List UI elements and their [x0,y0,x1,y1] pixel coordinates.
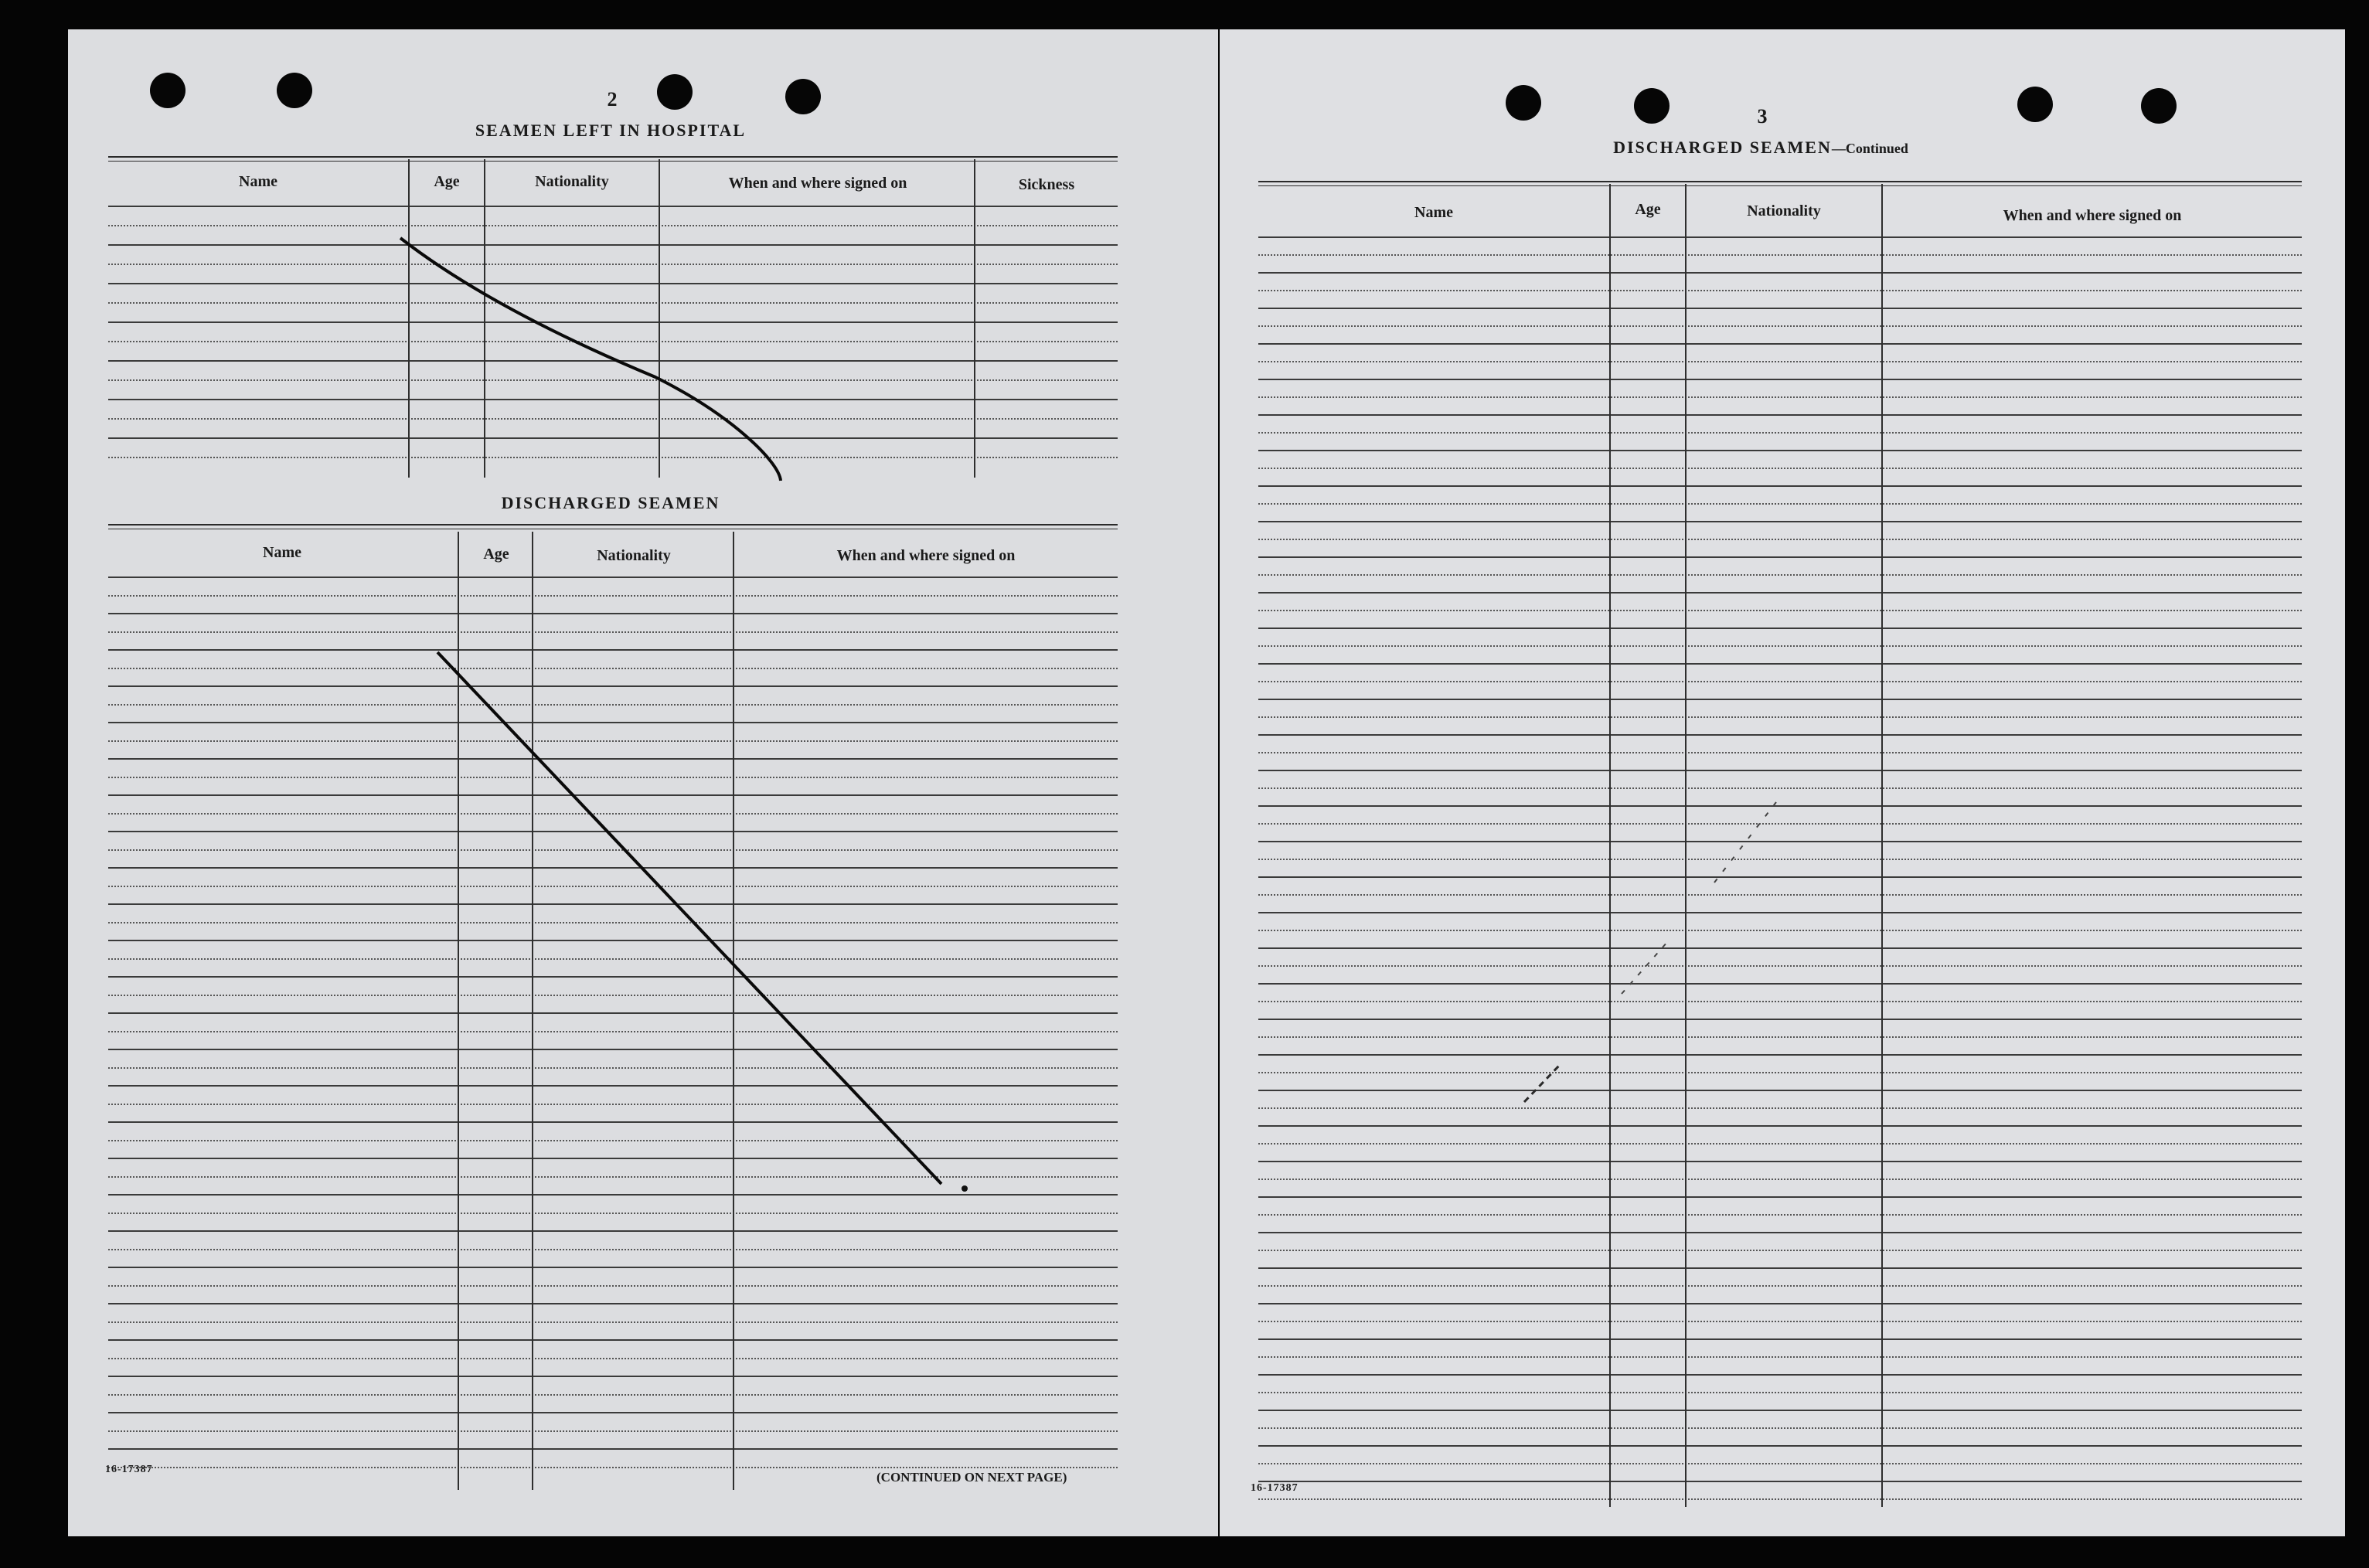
dotted-row-line [108,1176,1118,1178]
table-top-rule [1258,181,2302,182]
ruled-row-line [108,722,1118,723]
ruled-row-line [1258,1054,2302,1056]
dotted-row-line [108,225,1118,226]
dotted-row-line [108,1467,1118,1468]
punch-hole [1634,88,1670,124]
ruled-row-line [1258,1125,2302,1127]
column-divider [659,159,660,478]
ruled-row-line [1258,1196,2302,1198]
ruled-row-line [1258,1481,2302,1482]
dotted-row-line [108,1358,1118,1359]
punch-hole [277,73,312,108]
left-page [68,29,1218,1536]
ruled-row-line [1258,414,2302,416]
page-number: 3 [1757,105,1768,128]
ruled-row-line [1258,521,2302,522]
dotted-row-line [108,379,1118,381]
table-top-rule [1258,185,2302,186]
ruled-row-line [1258,485,2302,487]
col-header-age: Age [434,173,460,190]
ruled-row-line [1258,272,2302,274]
dotted-row-line [108,995,1118,996]
ruled-row-line [108,321,1118,323]
hospital-section-title: SEAMEN LEFT IN HOSPITAL [475,121,747,140]
col-header-name: Name [1414,204,1453,221]
dotted-row-line [1258,787,2302,789]
ruled-row-line [1258,343,2302,345]
dotted-row-line [1258,894,2302,896]
ruled-row-line [108,1448,1118,1450]
pen-strike-hospital [400,238,781,481]
ruled-row-line [108,867,1118,869]
dotted-row-line [108,704,1118,706]
ruled-row-line [1258,805,2302,807]
punch-hole [2141,88,2177,124]
dotted-row-line [1258,610,2302,611]
dotted-row-line [108,958,1118,960]
dotted-row-line [1258,1392,2302,1393]
faint-strike-segment [1524,1065,1560,1102]
dotted-row-line [108,1031,1118,1032]
dotted-row-line [1258,1498,2302,1500]
ruled-row-line [1258,1374,2302,1376]
dotted-row-line [108,886,1118,887]
ruled-row-line [108,976,1118,978]
ruled-row-line [108,244,1118,246]
dotted-row-line [1258,503,2302,505]
ruled-row-line [1258,1303,2302,1304]
column-divider [733,532,734,1490]
table-top-rule [108,524,1118,526]
page-number: 2 [607,88,618,111]
dotted-row-line [108,1213,1118,1214]
dotted-row-line [1258,1285,2302,1287]
ruled-row-line [108,1085,1118,1087]
punch-hole [150,73,186,108]
dotted-row-line [108,1249,1118,1250]
dotted-row-line [108,922,1118,923]
dotted-row-line [108,595,1118,597]
ruled-row-line [1258,841,2302,842]
dotted-row-line [108,1285,1118,1287]
ruled-row-line [1258,1445,2302,1447]
ruled-row-line [1258,592,2302,594]
ruled-row-line [108,685,1118,687]
dotted-row-line [1258,361,2302,362]
column-divider [532,532,533,1490]
dotted-row-line [1258,1250,2302,1251]
dotted-row-line [1258,468,2302,469]
col-header-name: Name [263,544,301,561]
discharged-section-title: DISCHARGED SEAMEN [501,493,720,512]
dotted-row-line [108,1067,1118,1069]
ruled-row-line [108,1230,1118,1232]
dotted-row-line [1258,716,2302,718]
col-header-signed-on: When and where signed on [728,175,907,192]
ruled-row-line [108,1267,1118,1268]
ruled-row-line [1258,876,2302,878]
dotted-row-line [1258,539,2302,540]
ruled-row-line [1258,734,2302,736]
ruled-row-line [1258,450,2302,451]
col-header-name: Name [239,173,277,190]
ruled-row-line [108,283,1118,284]
ruled-row-line [1258,663,2302,665]
col-header-nationality: Nationality [597,547,671,564]
ruled-row-line [108,577,1118,578]
column-divider [1881,184,1883,1507]
dotted-row-line [108,264,1118,265]
column-divider [1685,184,1687,1507]
dotted-row-line [1258,752,2302,753]
col-header-age: Age [483,546,509,563]
dotted-row-line [1258,1036,2302,1038]
dotted-row-line [1258,645,2302,647]
dotted-row-line [1258,930,2302,931]
title-suffix: —Continued [1831,141,1908,156]
ruled-row-line [108,649,1118,651]
dotted-row-line [108,631,1118,633]
dotted-row-line [1258,1107,2302,1109]
ink-dot [962,1185,968,1192]
ruled-row-line [1258,1410,2302,1411]
ruled-row-line [108,903,1118,905]
ruled-row-line [1258,1019,2302,1020]
faint-strike-segment [1714,802,1776,883]
ruled-row-line [108,831,1118,832]
ruled-row-line [108,1158,1118,1159]
dotted-row-line [1258,1427,2302,1429]
ruled-row-line [1258,1267,2302,1269]
dotted-row-line [1258,1001,2302,1002]
title-main: DISCHARGED SEAMEN [1613,138,1832,157]
punch-hole [2017,87,2053,122]
dotted-row-line [108,418,1118,420]
dotted-row-line [108,813,1118,815]
ruled-row-line [108,1121,1118,1123]
ruled-row-line [1258,236,2302,238]
dotted-row-line [1258,1143,2302,1145]
dotted-row-line [1258,1214,2302,1216]
ruled-row-line [108,758,1118,760]
dotted-row-line [108,849,1118,851]
col-header-nationality: Nationality [1747,202,1821,219]
cancellation-strokes [68,29,1218,1536]
dotted-row-line [108,1430,1118,1432]
ruled-row-line [1258,1232,2302,1233]
table-top-rule [108,156,1118,158]
ruled-row-line [1258,1090,2302,1091]
dotted-row-line [108,1394,1118,1396]
dotted-row-line [1258,1463,2302,1464]
column-divider [484,159,485,478]
faint-strike-segment [1622,941,1668,994]
ruled-row-line [108,206,1118,207]
dotted-row-line [1258,254,2302,256]
dotted-row-line [1258,290,2302,291]
col-header-signed-on: When and where signed on [836,547,1016,564]
form-code: 16-17387 [1251,1482,1299,1494]
ruled-row-line [1258,947,2302,949]
ruled-row-line [108,1376,1118,1377]
ruled-row-line [108,794,1118,796]
ruled-row-line [1258,628,2302,629]
dotted-row-line [1258,1179,2302,1180]
ruled-row-line [108,1049,1118,1050]
ruled-row-line [108,399,1118,400]
col-header-nationality: Nationality [535,173,609,190]
ruled-row-line [1258,699,2302,700]
ruled-row-line [108,1194,1118,1196]
ruled-row-line [1258,308,2302,309]
ruled-row-line [1258,1161,2302,1162]
discharged-continued-title [1529,138,1993,158]
dotted-row-line [108,777,1118,778]
ruled-row-line [108,1012,1118,1014]
ruled-row-line [1258,1338,2302,1340]
dotted-row-line [1258,965,2302,967]
form-code: 16-17387 [105,1464,153,1475]
col-header-age: Age [1635,201,1661,218]
dotted-row-line [1258,1356,2302,1358]
ruled-row-line [108,1339,1118,1341]
dotted-row-line [1258,574,2302,576]
dotted-row-line [1258,325,2302,327]
dotted-row-line [108,302,1118,304]
ruled-row-line [1258,912,2302,913]
dotted-row-line [1258,396,2302,398]
punch-hole [657,74,693,110]
ruled-row-line [108,437,1118,439]
column-divider [974,159,975,478]
dotted-row-line [1258,432,2302,434]
dotted-row-line [108,740,1118,742]
dotted-row-line [108,341,1118,342]
ruled-row-line [1258,770,2302,771]
punch-hole [785,79,821,114]
ruled-row-line [108,1303,1118,1304]
ruled-row-line [1258,983,2302,985]
col-header-signed-on: When and where signed on [2003,207,2182,224]
continued-note: (CONTINUED ON NEXT PAGE) [876,1470,1067,1485]
dotted-row-line [1258,1321,2302,1322]
dotted-row-line [108,668,1118,669]
dotted-row-line [1258,859,2302,860]
ruled-row-line [108,1412,1118,1413]
dotted-row-line [108,457,1118,458]
ruled-row-line [108,613,1118,614]
ruled-row-line [108,360,1118,362]
ruled-row-line [108,940,1118,941]
col-header-sickness: Sickness [1018,176,1075,193]
dotted-row-line [1258,823,2302,825]
dotted-row-line [108,1321,1118,1323]
dotted-row-line [1258,1072,2302,1073]
dotted-row-line [1258,681,2302,682]
dotted-row-line [108,1140,1118,1141]
column-divider [408,159,410,478]
column-divider [458,532,459,1490]
dotted-row-line [108,1104,1118,1105]
ruled-row-line [1258,556,2302,558]
ruled-row-line [1258,379,2302,380]
table-top-rule [108,161,1118,162]
punch-hole [1506,85,1541,121]
column-divider [1609,184,1611,1507]
right-page [1220,29,2345,1536]
